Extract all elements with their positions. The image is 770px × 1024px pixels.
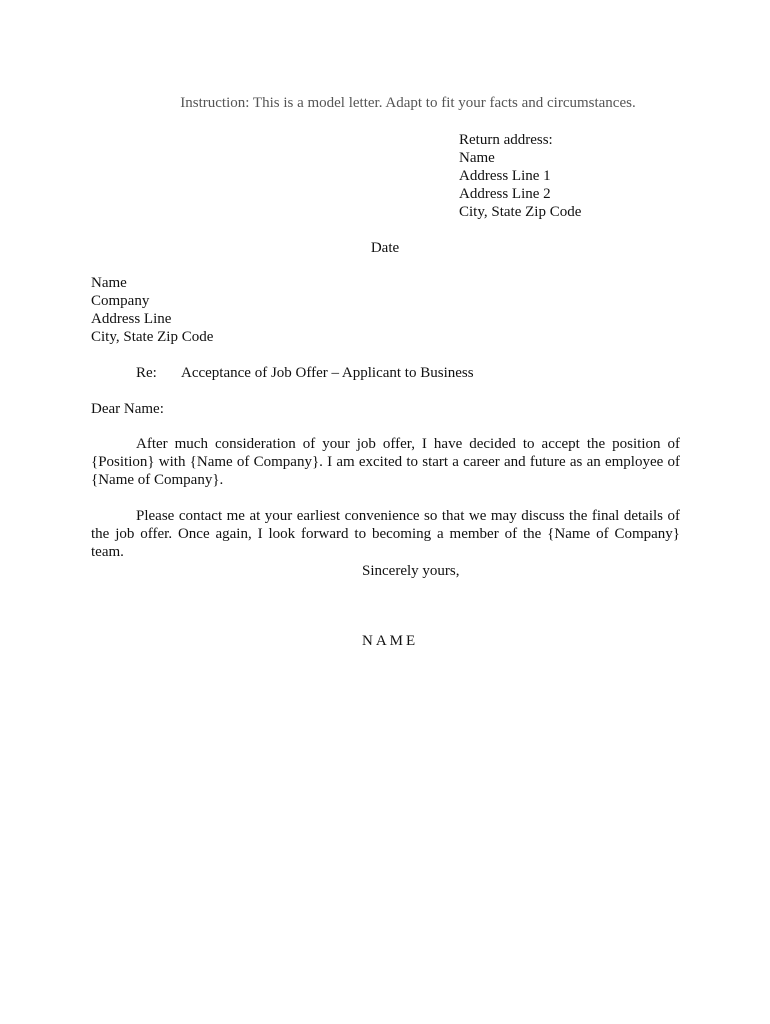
subject-label: Re:	[136, 365, 157, 381]
body-paragraph-2: Please contact me at your earliest convenience so that we may discuss the final details of the job offer. Once again, I look forward to becoming a member of the {Name of Company} team.	[91, 508, 680, 560]
closing: Sincerely yours,	[362, 563, 460, 579]
return-address-label: Return address:	[459, 132, 553, 148]
return-address-name: Name	[459, 150, 495, 166]
return-address-line-2: Address Line 2	[459, 186, 551, 202]
recipient-city-state-zip: City, State Zip Code	[91, 329, 214, 345]
recipient-name: Name	[91, 275, 127, 291]
body-paragraph-1: After much consideration of your job offer, I have decided to accept the position of {Position} with {Name of Company}. I am excited to start a career and future as an employee of {Name of Company}.	[91, 436, 680, 488]
return-address-line-1: Address Line 1	[459, 168, 551, 184]
recipient-address-line: Address Line	[91, 311, 172, 327]
salutation: Dear Name:	[91, 401, 164, 417]
instruction-note: Instruction: This is a model letter. Adapt to fit your facts and circumstances.	[180, 95, 636, 111]
recipient-company: Company	[91, 293, 150, 309]
subject-text: Acceptance of Job Offer – Applicant to Business	[181, 365, 474, 381]
recipient-address-block	[91, 274, 391, 346]
letter-date: Date	[370, 240, 400, 256]
subject-line	[136, 364, 696, 382]
signature-name: NAME	[362, 633, 419, 649]
return-address-block	[459, 131, 699, 221]
return-address-city-state-zip: City, State Zip Code	[459, 204, 582, 220]
